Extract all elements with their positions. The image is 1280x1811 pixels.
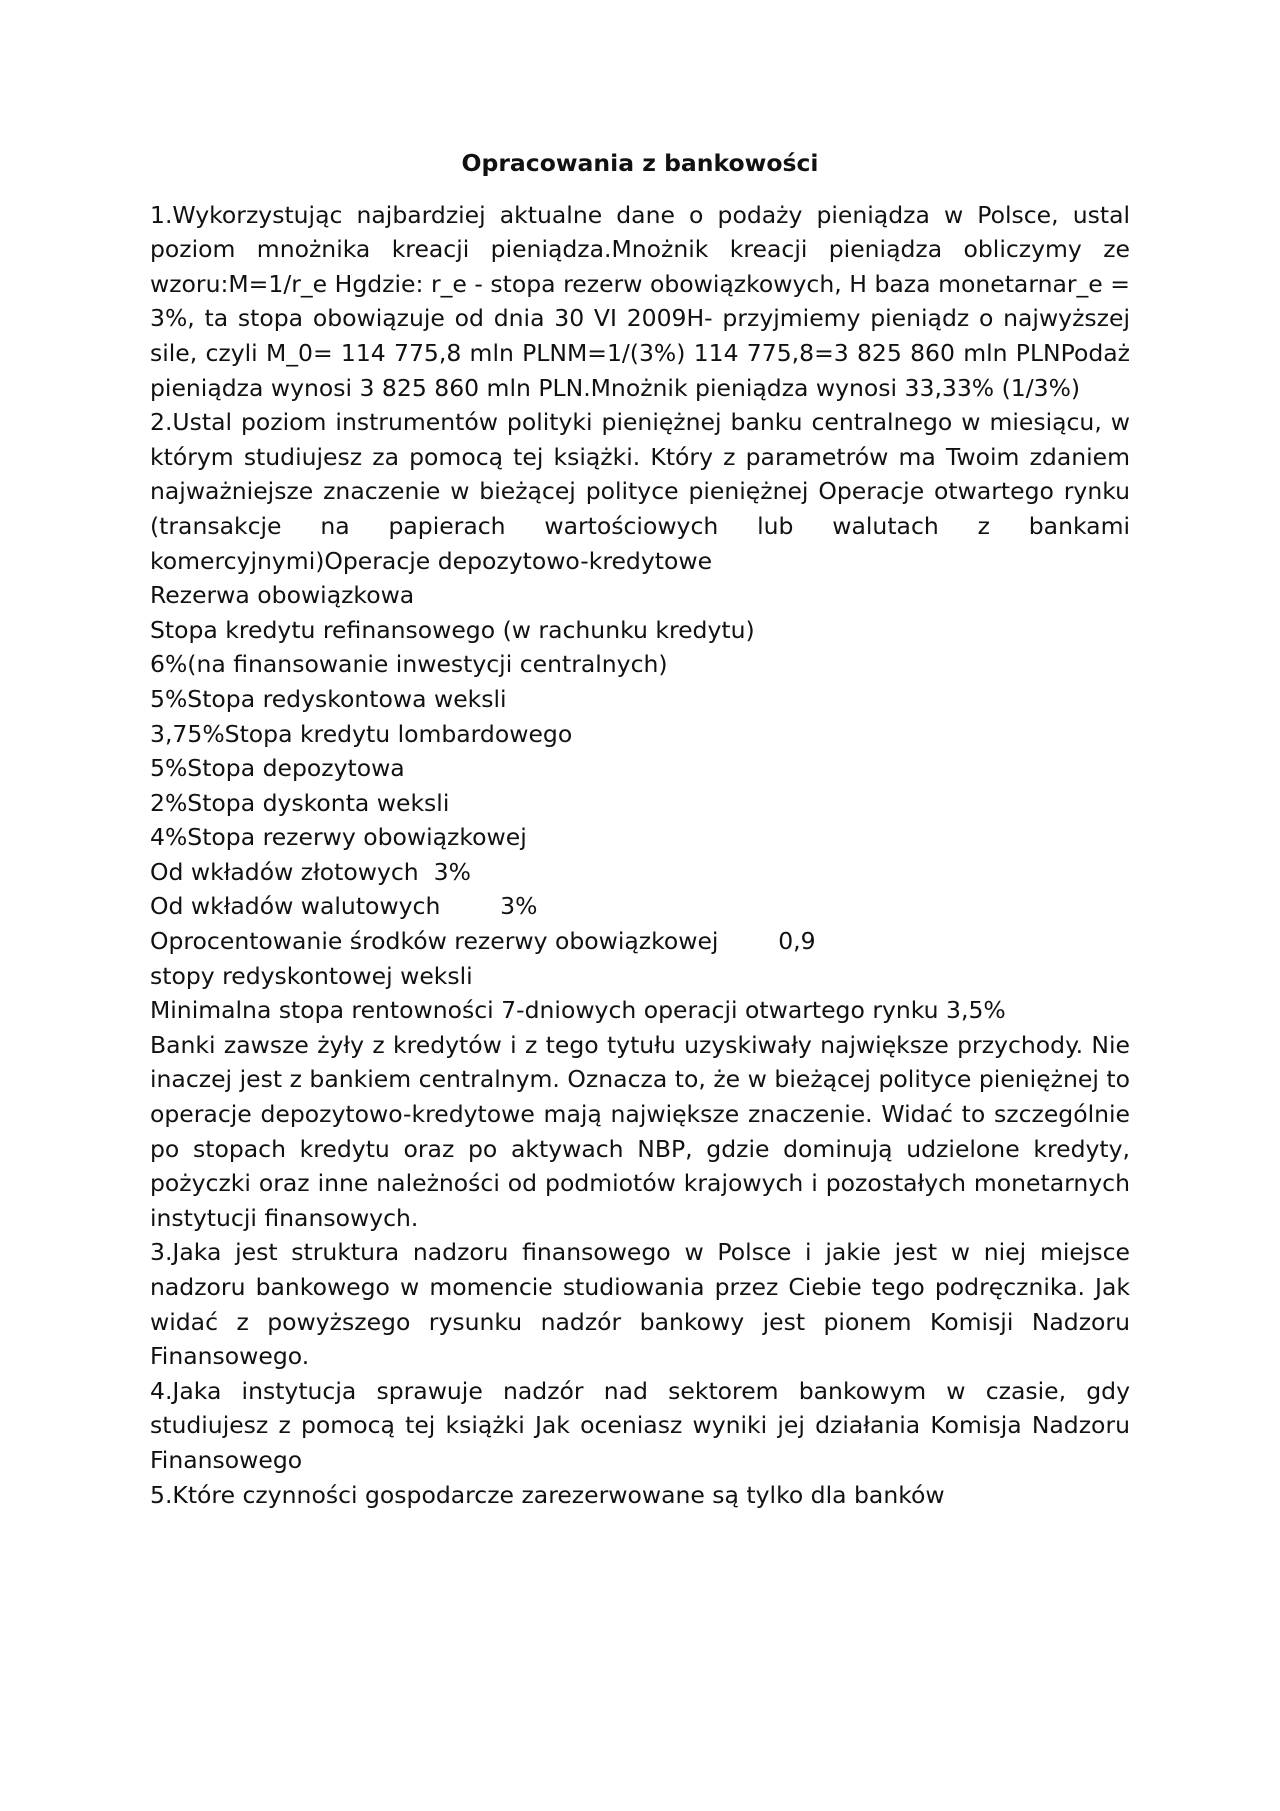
list-item: Od wkładów złotowych 3% <box>150 857 471 886</box>
list-item: 5%Stopa redyskontowa weksli <box>150 684 507 713</box>
document-title: Opracowania z bankowości <box>461 149 819 177</box>
banks-paragraph: Banki zawsze żyły z kredytów i z tego tytułu uzyskiwały największe przychody. Nie inaczej jest z bankiem centralnym. Oznacza to, że w bieżącej polityce pieniężnej to operacje depozytowo-kredytowe mają największe znaczenie. Widać to szczególnie po stopach kredytu oraz po aktywach NBP, gdzie dominują udzielone kredyty, pożyczki oraz inne należności od podmiotów krajowych i pozostałych monetarnych instytucji finansowych. <box>150 1030 1130 1232</box>
list-item: 2%Stopa dyskonta weksli <box>150 788 450 817</box>
list-item: Minimalna stopa rentowności 7-dniowych operacji otwartego rynku 3,5% <box>150 996 1006 1025</box>
list-item: 4%Stopa rezerwy obowiązkowej <box>150 823 527 852</box>
list-item: Od wkładów walutowych 3% <box>150 892 538 921</box>
document-page <box>150 146 1130 1512</box>
list-item: 5%Stopa depozytowa <box>150 754 405 783</box>
list-item: Stopa kredytu refinansowego (w rachunku kredytu) <box>150 615 755 644</box>
question-3-paragraph: 3.Jaka jest struktura nadzoru finansowego w Polsce i jakie jest w niej miejsce nadzoru bankowego w momencie studiowania przez Ciebie tego podręcznika. Jak widać z powyższego rysunku nadzór bankowy jest pionem Komisji Nadzoru Finansowego. <box>150 1238 1130 1371</box>
list-item: Rezerwa obowiązkowa <box>150 581 415 610</box>
question-5-paragraph: 5.Które czynności gospodarcze zarezerwowane są tylko dla banków <box>150 1480 945 1509</box>
list-item: 3,75%Stopa kredytu lombardowego <box>150 719 573 748</box>
question-4-paragraph: 4.Jaka instytucja sprawuje nadzór nad sektorem bankowym w czasie, gdy studiujesz z pomocą tej książki Jak oceniasz wyniki jej działania Komisja Nadzoru Finansowego <box>150 1376 1130 1474</box>
question-2-paragraph: 2.Ustal poziom instrumentów polityki pieniężnej banku centralnego w miesiącu, w którym studiujesz za pomocą tej książki. Który z parametrów ma Twoim zdaniem najważniejsze znaczenie w bieżącej polityce pieniężnej Operacje otwartego rynku (transakcje na papierach wartościowych lub walutach z bankami komercyjnymi)Operacje depozytowo-kredytowe <box>150 408 1130 575</box>
list-item: Oprocentowanie środków rezerwy obowiązkowej 0,9 <box>150 927 816 956</box>
list-item: stopy redyskontowej weksli <box>150 961 473 990</box>
question-1-paragraph: 1.Wykorzystując najbardziej aktualne dane o podaży pieniądza w Polsce, ustal poziom mnożnika kreacji pieniądza.Mnożnik kreacji pieniądza obliczymy ze wzoru:M=1/r_e Hgdzie: r_e - stopa rezerw obowiązkowych, H baza monetarnar_e = 3%, ta stopa obowiązuje od dnia 30 VI 2009H- przyjmiemy pieniądz o najwyższej sile, czyli M_0= 114 775,8 mln PLNM=1/(3%) 114 775,8=3 825 860 mln PLNPodaż pieniądza wynosi 3 825 860 mln PLN.Mnożnik pieniądza wynosi 33,33% (1/3%) <box>150 200 1130 402</box>
list-item: 6%(na finansowanie inwestycji centralnych) <box>150 650 668 679</box>
